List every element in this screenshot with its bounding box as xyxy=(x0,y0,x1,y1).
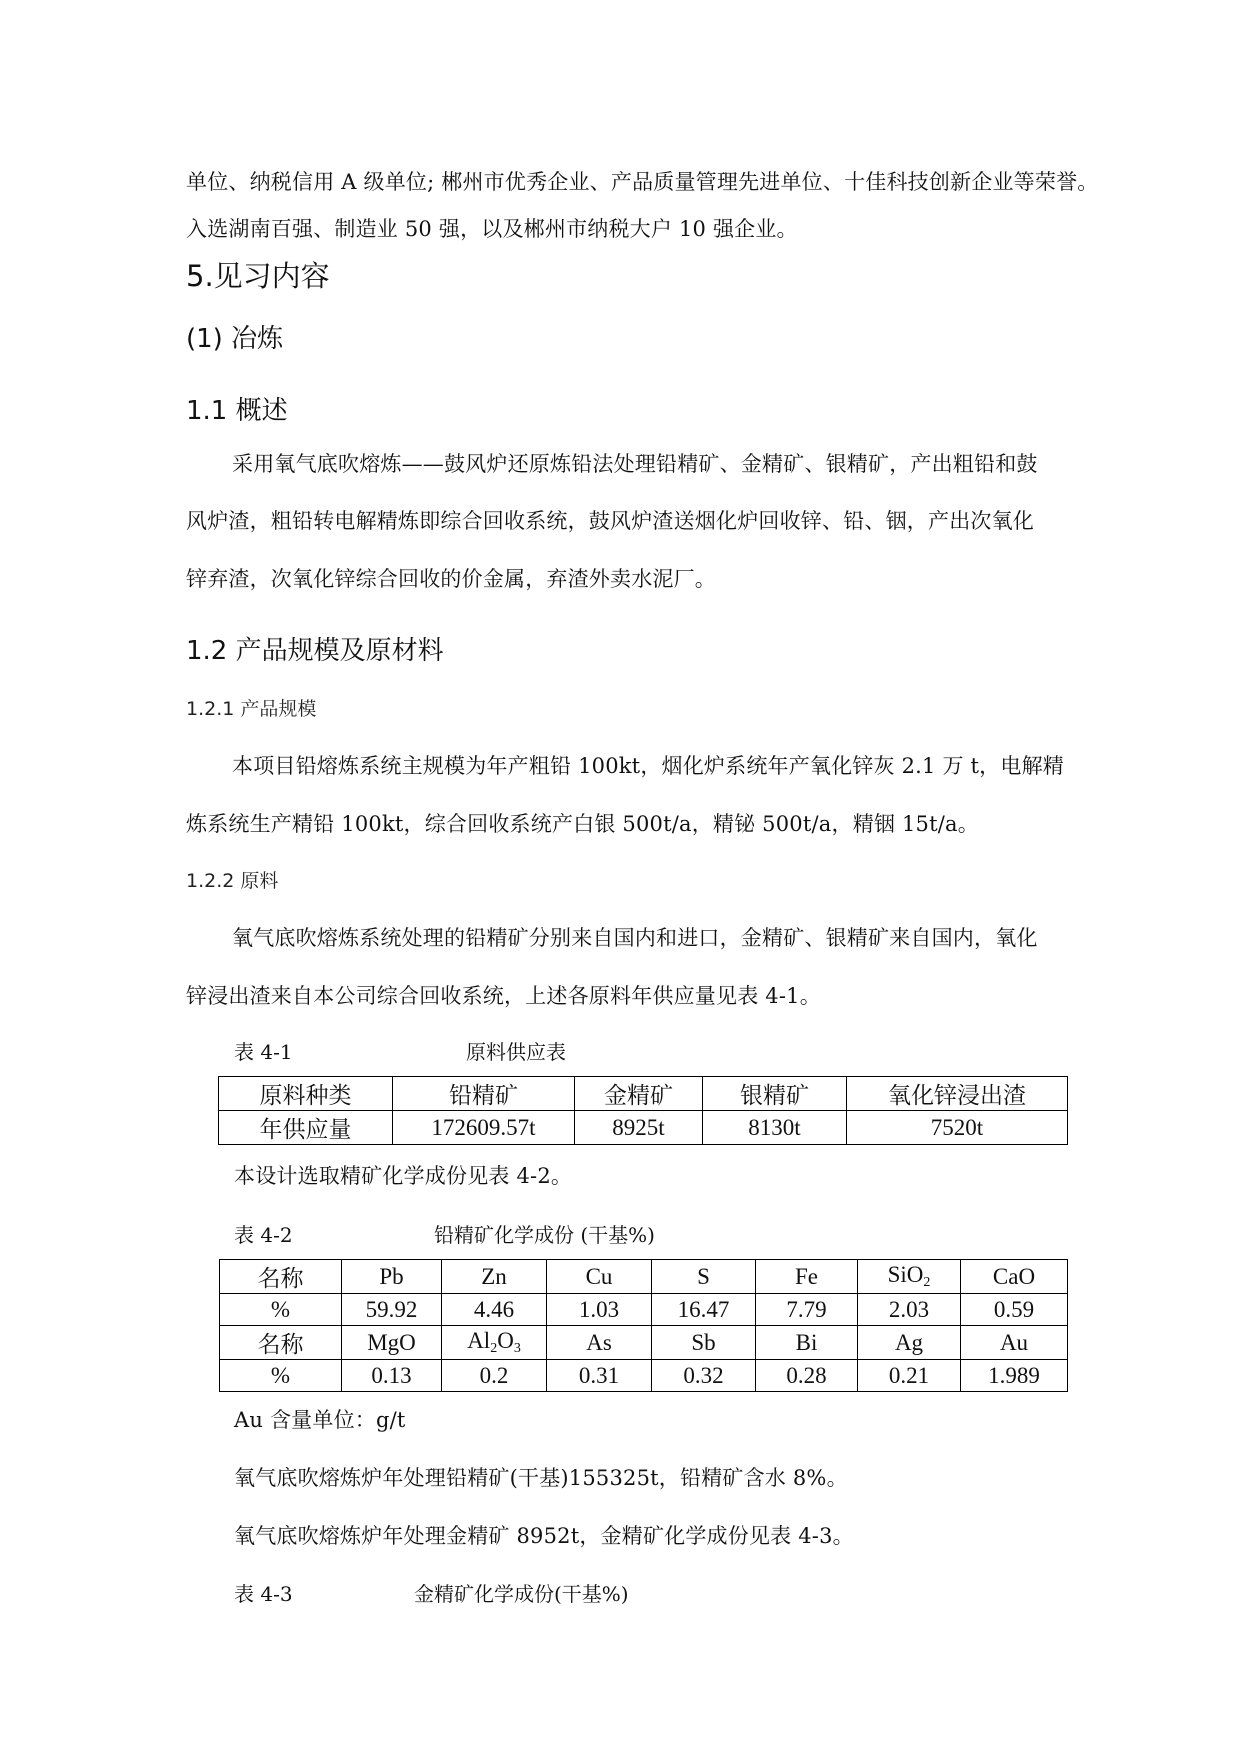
table-cell: 7.79 xyxy=(756,1294,858,1326)
table-cell: % xyxy=(220,1294,342,1326)
scale-line-1: 本项目铅熔炼系统主规模为年产粗铅 100kt，烟化炉系统年产氧化锌灰 2.1 万 t，电解精 xyxy=(232,754,1064,778)
table-cell: 1.989 xyxy=(961,1360,1068,1392)
table-cell: 名称 xyxy=(220,1260,342,1294)
table-cell: 氧化锌浸出渣 xyxy=(847,1077,1068,1111)
formula-base: O xyxy=(497,1328,514,1353)
table-cell: 银精矿 xyxy=(703,1077,847,1111)
table-row xyxy=(220,1360,1068,1392)
table-cell: 8925t xyxy=(575,1111,703,1145)
intro-line-2: 入选湖南百强、制造业 50 强，以及郴州市纳税大户 10 强企业。 xyxy=(186,217,798,241)
table-cell: 8130t xyxy=(703,1111,847,1145)
table-cell: 0.31 xyxy=(547,1360,652,1392)
overview-line-3: 锌弃渣，次氧化锌综合回收的价金属，弃渣外卖水泥厂。 xyxy=(186,567,716,591)
table-cell: As xyxy=(547,1326,652,1360)
table-cell: Cu xyxy=(547,1260,652,1294)
table-cell xyxy=(442,1326,547,1360)
table-cell: Fe xyxy=(756,1260,858,1294)
table-cell: Sb xyxy=(652,1326,756,1360)
table-cell: 172609.57t xyxy=(393,1111,575,1145)
formula-subscript: 2 xyxy=(923,1275,931,1290)
formula-base: Al xyxy=(467,1328,491,1353)
raw-material-line-1: 氧气底吹熔炼系统处理的铅精矿分别来自国内和进口，金精矿、银精矿来自国内，氧化 xyxy=(232,926,1038,950)
table-4-2-number: 表 4-2 xyxy=(234,1223,293,1247)
table-cell: 0.59 xyxy=(961,1294,1068,1326)
table-cell: Ag xyxy=(858,1326,961,1360)
table-cell: 0.32 xyxy=(652,1360,756,1392)
table-4-2-title: 铅精矿化学成份 (干基%) xyxy=(434,1223,655,1247)
table-cell xyxy=(858,1260,961,1294)
section-1-2-1-heading: 1.2.1 产品规模 xyxy=(186,698,317,720)
table-row xyxy=(220,1294,1068,1326)
table-cell: 原料种类 xyxy=(219,1077,393,1111)
table-row xyxy=(219,1111,1068,1145)
overview-line-2: 风炉渣，粗铅转电解精炼即综合回收系统，鼓风炉渣送烟化炉回收锌、铅、铟，产出次氧化 xyxy=(186,509,1034,533)
overview-line-1: 采用氧气底吹熔炼——鼓风炉还原炼铅法处理铅精矿、金精矿、银精矿，产出粗铅和鼓 xyxy=(232,452,1038,476)
table-4-1-title: 原料供应表 xyxy=(466,1040,566,1064)
table-row xyxy=(220,1260,1068,1294)
table-4-3-number: 表 4-3 xyxy=(234,1582,293,1606)
table-cell: % xyxy=(220,1360,342,1392)
table-4-2 xyxy=(219,1259,1068,1392)
table-cell: 59.92 xyxy=(342,1294,442,1326)
section-1-2-heading: 1.2 产品规模及原材料 xyxy=(186,636,444,666)
table-cell: 铅精矿 xyxy=(393,1077,575,1111)
table-cell: Au xyxy=(961,1326,1068,1360)
raw-material-line-2: 锌浸出渣来自本公司综合回收系统，上述各原料年供应量见表 4-1。 xyxy=(186,984,821,1008)
table-cell: MgO xyxy=(342,1326,442,1360)
table-cell: S xyxy=(652,1260,756,1294)
table-cell: 0.28 xyxy=(756,1360,858,1392)
section-5-heading: 5.见习内容 xyxy=(186,259,330,293)
table-cell: 金精矿 xyxy=(575,1077,703,1111)
table-row xyxy=(219,1077,1068,1111)
table-row xyxy=(220,1326,1068,1360)
table-cell: 16.47 xyxy=(652,1294,756,1326)
table-cell: 7520t xyxy=(847,1111,1068,1145)
lead-concentrate-note: 氧气底吹熔炼炉年处理铅精矿(干基)155325t，铅精矿含水 8%。 xyxy=(234,1466,848,1490)
table-cell: Zn xyxy=(442,1260,547,1294)
au-unit-note: Au 含量单位：g/t xyxy=(234,1408,406,1432)
section-1-2-2-heading: 1.2.2 原料 xyxy=(186,870,279,892)
table-cell: 名称 xyxy=(220,1326,342,1360)
table-cell: 0.21 xyxy=(858,1360,961,1392)
table-cell: 2.03 xyxy=(858,1294,961,1326)
scale-line-2: 炼系统生产精铅 100kt，综合回收系统产白银 500t/a，精铋 500t/a，精铟 15t/a。 xyxy=(186,812,979,836)
formula-subscript: 3 xyxy=(513,1341,521,1356)
table-cell: 1.03 xyxy=(547,1294,652,1326)
table-cell: 0.2 xyxy=(442,1360,547,1392)
table-4-1 xyxy=(218,1076,1068,1145)
table-cell: Bi xyxy=(756,1326,858,1360)
table-4-2-intro: 本设计选取精矿化学成份见表 4-2。 xyxy=(234,1164,573,1188)
formula-subscript: 2 xyxy=(490,1341,498,1356)
table-cell: CaO xyxy=(961,1260,1068,1294)
intro-line-1: 单位、纳税信用 A 级单位; 郴州市优秀企业、产品质量管理先进单位、十佳科技创新企业等荣誉。 xyxy=(186,170,1099,194)
table-cell: 0.13 xyxy=(342,1360,442,1392)
formula-base: SiO xyxy=(887,1262,924,1287)
table-cell: 年供应量 xyxy=(219,1111,393,1145)
gold-concentrate-note: 氧气底吹熔炼炉年处理金精矿 8952t，金精矿化学成份见表 4-3。 xyxy=(234,1524,854,1548)
table-4-1-number: 表 4-1 xyxy=(234,1040,293,1064)
section-smelting-heading: (1) 冶炼 xyxy=(186,324,284,354)
table-cell: 4.46 xyxy=(442,1294,547,1326)
table-cell: Pb xyxy=(342,1260,442,1294)
section-1-1-heading: 1.1 概述 xyxy=(186,396,288,426)
table-4-3-title: 金精矿化学成份(干基%) xyxy=(414,1582,629,1606)
